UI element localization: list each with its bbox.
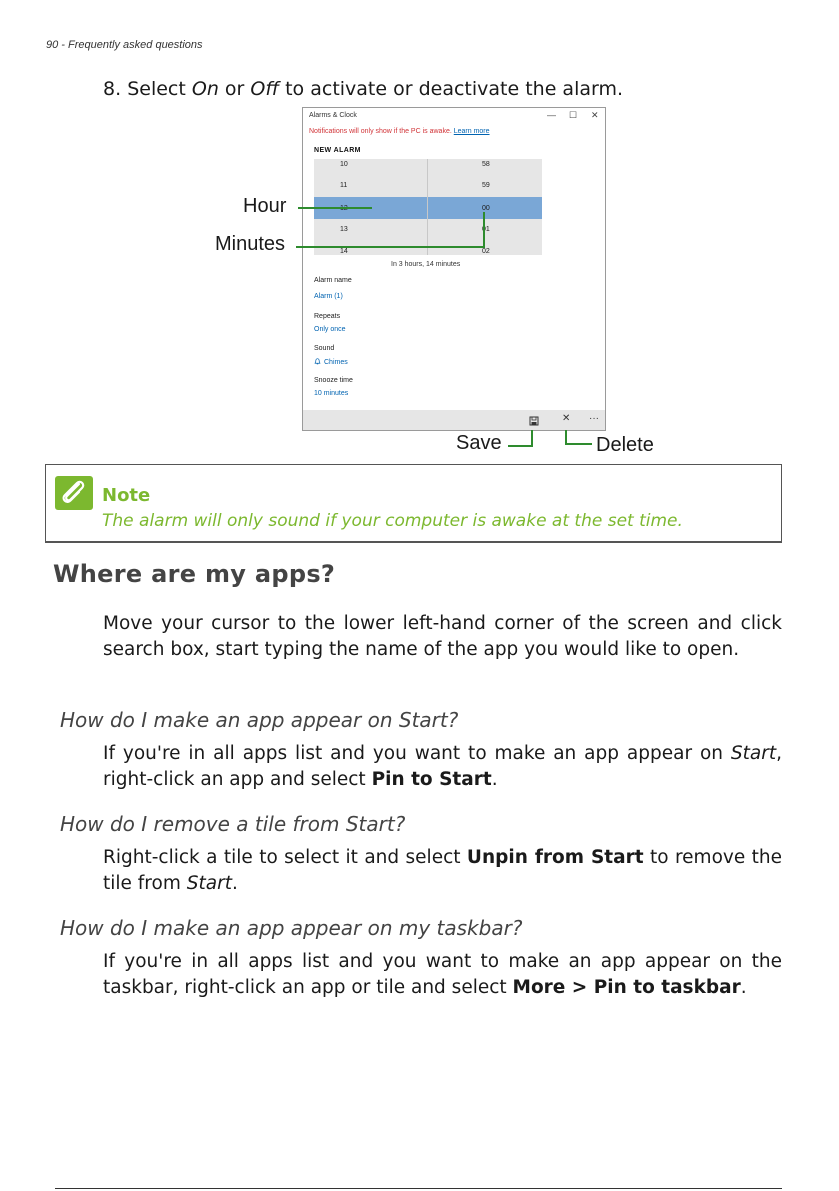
hour-selected[interactable]: 12 xyxy=(340,205,348,212)
hour-option[interactable]: 11 xyxy=(340,182,348,189)
window-title: Alarms & Clock xyxy=(309,112,357,119)
paperclip-icon xyxy=(55,476,93,510)
notice-text: Notifications will only show if the PC is awake. xyxy=(309,128,452,135)
snooze-value[interactable]: 10 minutes xyxy=(314,390,349,397)
sound-value-text: Chimes xyxy=(324,359,348,366)
answer-text: , right-click an app and select xyxy=(103,743,782,790)
hour-option[interactable]: 13 xyxy=(340,226,348,233)
faq-question: How do I make an app appear on Start? xyxy=(60,708,459,732)
note-text: The alarm will only sound if your computer is awake at the set time. xyxy=(102,511,683,531)
close-icon[interactable]: ✕ xyxy=(591,110,599,120)
faq-answer xyxy=(103,949,782,1001)
answer-text: If you're in all apps list and you want to make an app appear on xyxy=(103,743,723,764)
faq-answer xyxy=(103,845,782,897)
step-off: Off xyxy=(250,78,280,100)
hour-option[interactable]: 10 xyxy=(340,161,348,168)
faq-question: How do I remove a tile from Start? xyxy=(60,812,406,836)
step-or: or xyxy=(224,78,245,100)
answer-text: Right-click a tile to select it and select xyxy=(103,847,461,868)
learn-more-link[interactable]: Learn more xyxy=(453,128,490,135)
running-header: 90 - Frequently asked questions xyxy=(46,39,203,51)
new-alarm-heading: NEW ALARM xyxy=(314,147,361,154)
answer-end: . xyxy=(231,873,238,894)
minute-selected[interactable]: 00 xyxy=(482,205,490,212)
answer-bold: Unpin from Start xyxy=(466,847,644,868)
answer-bold: Pin to Start xyxy=(371,769,492,790)
minute-option[interactable]: 59 xyxy=(482,182,490,189)
more-icon[interactable]: ··· xyxy=(589,413,599,424)
note-title: Note xyxy=(102,485,151,506)
section-title: Where are my apps? xyxy=(53,560,336,588)
step-on: On xyxy=(191,78,219,100)
minute-option[interactable]: 58 xyxy=(482,161,490,168)
sound-label: Sound xyxy=(314,345,335,352)
answer-text: to remove the tile from xyxy=(103,847,782,894)
footer-rule xyxy=(55,1188,782,1189)
hour-option[interactable]: 14 xyxy=(340,248,348,255)
note-icon xyxy=(55,476,93,510)
step-select-word: Select xyxy=(127,78,186,100)
save-callout: Save xyxy=(456,432,502,454)
minute-option[interactable]: 01 xyxy=(482,226,490,233)
minimize-icon[interactable]: — xyxy=(547,110,556,120)
step-rest: to activate or deactivate the alarm. xyxy=(285,78,624,100)
delete-icon[interactable]: ✕ xyxy=(562,413,571,424)
answer-bold: More > Pin to taskbar xyxy=(512,977,741,998)
faq-answer xyxy=(103,741,782,793)
alarm-name-field[interactable]: Alarm (1) xyxy=(314,293,343,300)
answer-italic: Start xyxy=(186,873,232,894)
answer-end: . xyxy=(491,769,498,790)
repeats-label: Repeats xyxy=(314,313,341,320)
answer-text: If you're in all apps list and you want to make an app appear on the taskbar, right-click an app or tile and select xyxy=(103,951,782,998)
note-box xyxy=(45,464,782,543)
delete-callout: Delete xyxy=(596,434,654,456)
faq-question: How do I make an app appear on my taskbar? xyxy=(60,916,523,940)
callout-lines xyxy=(0,0,839,470)
answer-italic: Start xyxy=(730,743,777,764)
intro-paragraph: Move your cursor to the lower left-hand corner of the screen and click search box, start typing the name of the app you would like to open. xyxy=(103,613,782,660)
snooze-label: Snooze time xyxy=(314,377,353,384)
minutes-callout: Minutes xyxy=(215,233,286,255)
answer-end: . xyxy=(740,977,747,998)
minute-option[interactable]: 02 xyxy=(482,248,490,255)
step-number: 8. xyxy=(103,78,122,100)
time-until-alarm: In 3 hours, 14 minutes xyxy=(391,261,461,268)
alarm-name-label: Alarm name xyxy=(314,277,352,284)
hour-callout: Hour xyxy=(243,195,287,217)
repeats-value[interactable]: Only once xyxy=(314,326,346,333)
maximize-icon[interactable]: ☐ xyxy=(569,110,578,120)
